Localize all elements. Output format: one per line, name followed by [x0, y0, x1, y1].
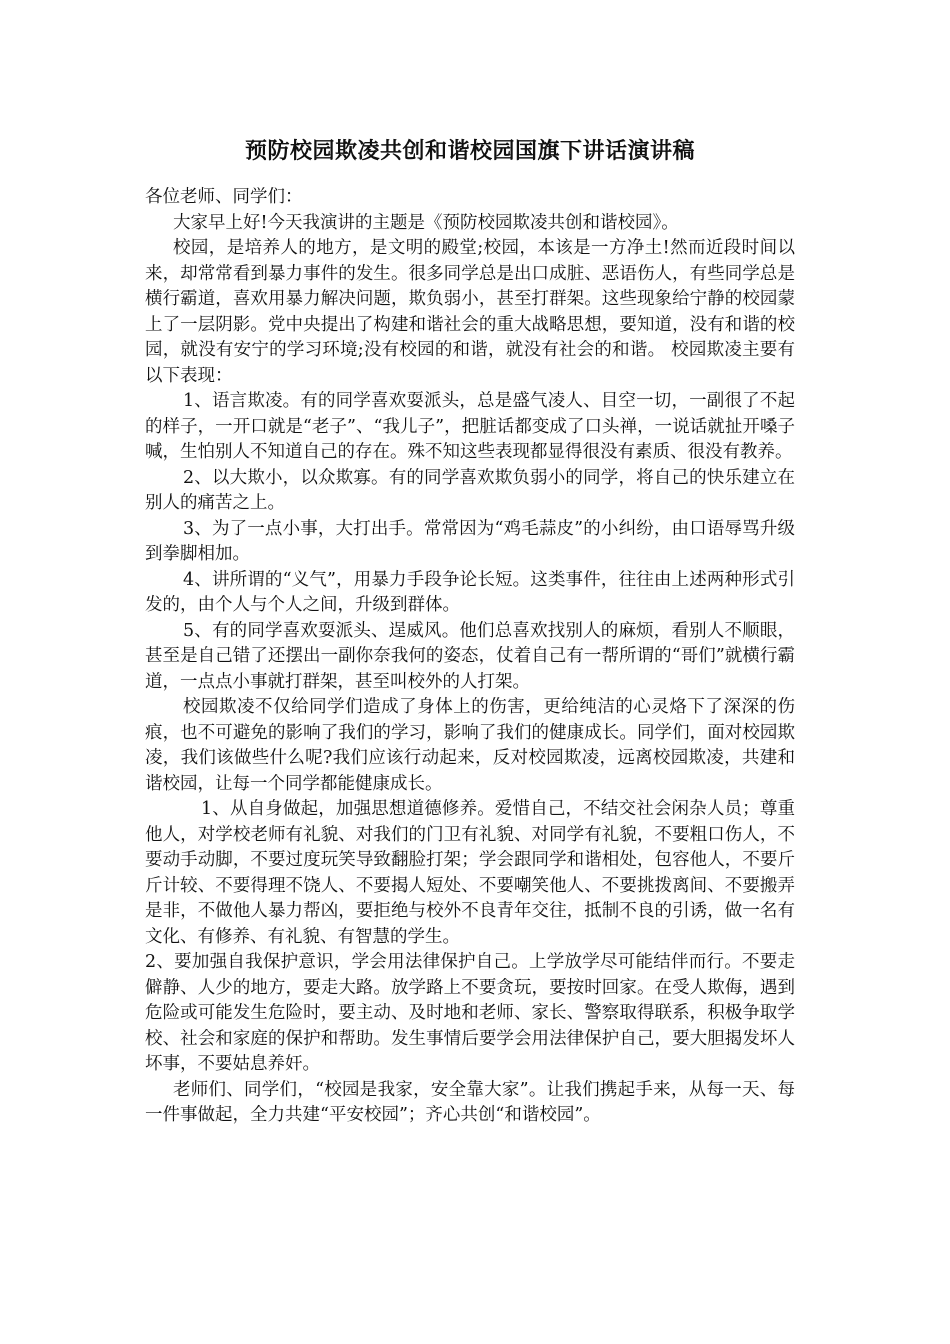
- measure-2: 2、要加强自我保护意识，学会用法律保护自己。上学放学尽可能结伴而行。不要走僻静、人少的地方，要走大路。放学路上不要贪玩，要按时回家。在受人欺侮，遇到危险或可能发生危险时，要主动、及时地和老师、家长、警察取得联系，积极争取学校、社会和家庭的保护和帮助。发生事情后要学会用法律保护自己，要大胆揭发坏人坏事，不要姑息养奸。: [145, 952, 795, 1074]
- bullying-form-4: 4、讲所谓的“义气”，用暴力手段争论长短。这类事件，往往由上述两种形式引发的，由个人与个人之间，升级到群体。: [145, 569, 795, 615]
- bullying-form-1: 1、语言欺凌。有的同学喜欢耍派头，总是盛气凌人、目空一切，一副很了不起的样子，一开口就是“老子”、“我儿子”，把脏话都变成了口头禅，一说话就扯开嗓子喊，生怕别人不知道自己的存在。殊不知这些表现都显得很没有素质、很没有教养。: [145, 391, 795, 462]
- document-title: 预防校园欺凌共创和谐校园国旗下讲话演讲稿: [244, 139, 695, 164]
- greeting-paragraph: 大家早上好!今天我演讲的主题是《预防校园欺凌共创和谐校园》。: [173, 212, 679, 233]
- bullying-form-5: 5、有的同学喜欢耍派头、逞威风。他们总喜欢找别人的麻烦，看别人不顺眼，甚至是自己错了还摆出一副你奈我何的姿态，仗着自己有一帮所谓的“哥们”就横行霸道，一点点小事就打群架，甚至叫校外的人打架。: [145, 620, 795, 692]
- harm-paragraph: 校园欺凌不仅给同学们造成了身体上的伤害，更给纯洁的心灵烙下了深深的伤痕，也不可避免的影响了我们的学习，影响了我们的健康成长。同学们，面对校园欺凌，我们该做些什么呢?我们应该行动起来，反对校园欺凌，远离校园欺凌，共建和谐校园，让每一个同学都能健康成长。: [145, 697, 795, 794]
- intro-paragraph: 校园，是培养人的地方，是文明的殿堂;校园，本该是一方净土!然而近段时间以来，却常常看到暴力事件的发生。很多同学总是出口成脏、恶语伤人，有些同学总是横行霸道，喜欢用暴力解决问题，欺负弱小，甚至打群架。这些现象给宁静的校园蒙上了一层阴影。党中央提出了构建和谐社会的重大战略思想，要知道，没有和谐的校园，就没有安宁的学习环境;没有校园的和谐，就没有社会的和谐。 校园欺凌主要有以下表现：: [145, 238, 795, 386]
- salutation: 各位老师、同学们：: [145, 187, 303, 207]
- document-body: [145, 135, 795, 1129]
- measure-1: 1、从自身做起，加强思想道德修养。爱惜自己，不结交社会闲杂人员；尊重他人，对学校老师有礼貌、对我们的门卫有礼貌、对同学有礼貌，不要粗口伤人，不要动手动脚，不要过度玩笑导致翻脸打架；学会跟同学和谐相处，包容他人，不要斤斤计较、不要得理不饶人、不要揭人短处、不要嘲笑他人、不要挑拨离间、不要搬弄是非，不做他人暴力帮凶，要拒绝与校外不良青年交往，抵制不良的引诱，做一名有文化、有修养、有礼貌、有智慧的学生。: [145, 799, 795, 947]
- bullying-form-3: 3、为了一点小事，大打出手。常常因为“鸡毛蒜皮”的小纠纷，由口语辱骂升级到拳脚相加。: [145, 518, 795, 564]
- closing-paragraph: 老师们、同学们，“校园是我家，安全靠大家”。让我们携起手来，从每一天、每一件事做起，全力共建“平安校园”；齐心共创“和谐校园”。: [145, 1079, 795, 1125]
- bullying-form-2: 2、以大欺小，以众欺寡。有的同学喜欢欺负弱小的同学，将自己的快乐建立在别人的痛苦之上。: [145, 467, 795, 513]
